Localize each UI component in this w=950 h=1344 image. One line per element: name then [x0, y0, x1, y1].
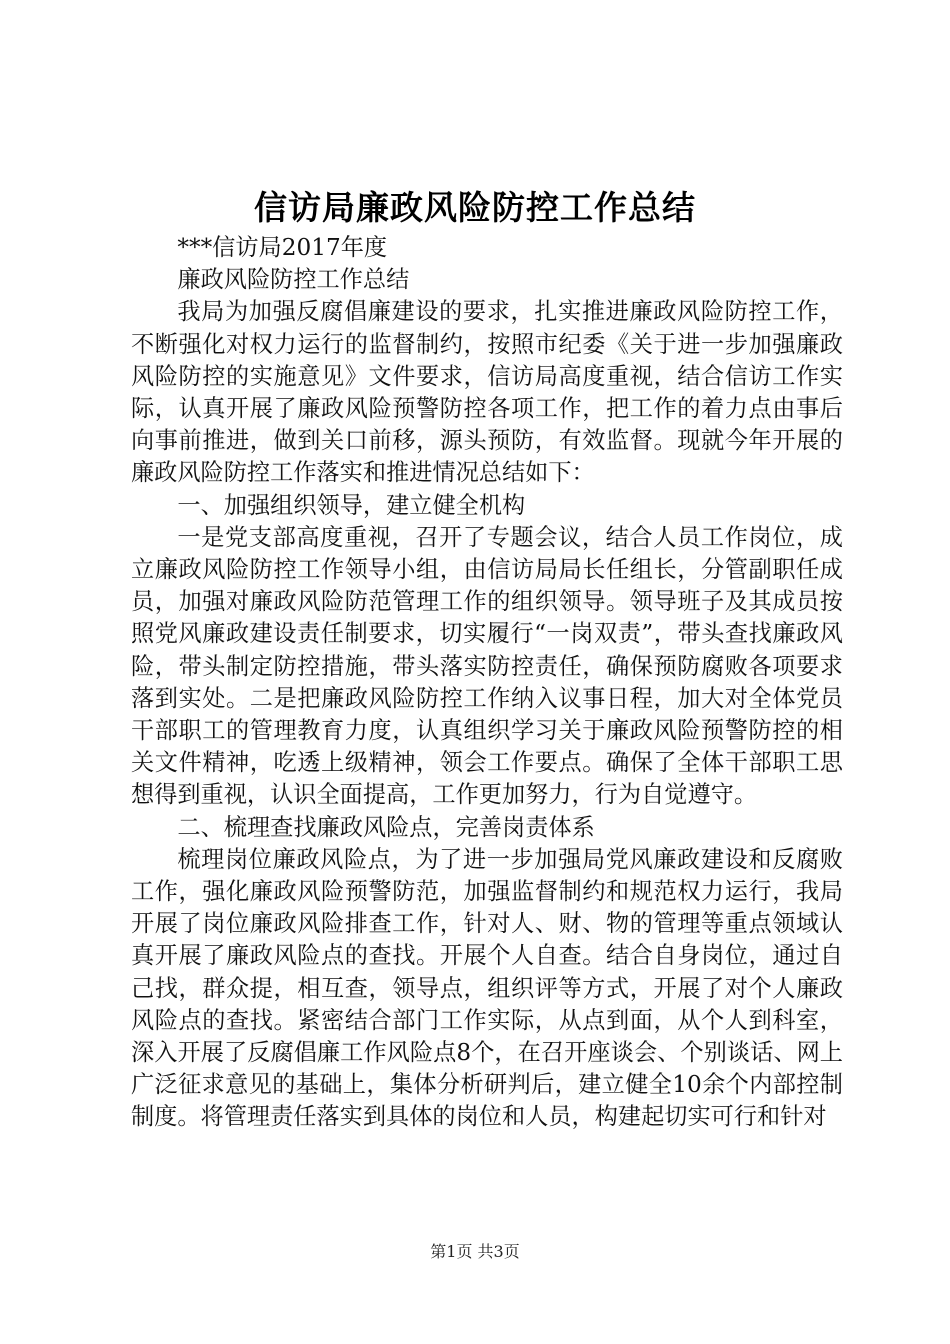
document-title: 信访局廉政风险防控工作总结: [254, 188, 696, 227]
subtitle-line-1: ***信访局2017年度: [177, 234, 388, 261]
section-heading-2: 二、梳理查找廉政风险点，完善岗责体系: [177, 813, 595, 841]
section-1-paragraph: 一是党支部高度重视，召开了专题会议，结合人员工作岗位，成立廉政风险防控工作领导小组，由信访局局长任组长，分管副职任成员，加强对廉政风险防范管理工作的组织领导。领导班子及其成员按照党风廉政建设责任制要求，切实履行“一岗双责”，带头查找廉政风险，带头制定防控措施，带头落实防控责任，确保预防腐败各项要求落到实处。二是把廉政风险防控工作纳入议事日程，加大对全体党员干部职工的管理教育力度，认真组织学习关于廉政风险预警防控的相关文件精神，吃透上级精神，领会工作要点。确保了全体干部职工思想得到重视，认识全面提高，工作更加努力，行为自觉遵守。: [131, 523, 843, 809]
section-2-paragraph: 梳理岗位廉政风险点，为了进一步加强局党风廉政建设和反腐败工作，强化廉政风险预警防范，加强监督制约和规范权力运行，我局开展了岗位廉政风险排查工作，针对人、财、物的管理等重点领域认真开展了廉政风险点的查找。开展个人自查。结合自身岗位，通过自己找，群众提，相互查，领导点，组织评等方式，开展了对个人廉政风险点的查找。紧密结合部门工作实际，从点到面，从个人到科室，深入开展了反腐倡廉工作风险点8个，在召开座谈会、个别谈话、网上广泛征求意见的基础上，集体分析研判后，建立健全10余个内部控制制度。将管理责任落实到具体的岗位和人员，构建起切实可行和针对: [131, 845, 843, 1131]
subtitle-line-2: 廉政风险防控工作总结: [177, 266, 410, 294]
section-heading-1: 一、加强组织领导，建立健全机构: [177, 491, 526, 519]
page-footer: 第1页 共3页: [430, 1242, 520, 1261]
document-body: [131, 232, 843, 1134]
intro-paragraph: 我局为加强反腐倡廉建设的要求，扎实推进廉政风险防控工作，不断强化对权力运行的监督制约，按照市纪委《关于进一步加强廉政风险防控的实施意见》文件要求，信访局高度重视，结合信访工作实际，认真开展了廉政风险预警防控各项工作，把工作的着力点由事后向事前推进，做到关口前移，源头预防，有效监督。现就今年开展的廉政风险防控工作落实和推进情况总结如下：: [131, 298, 843, 487]
